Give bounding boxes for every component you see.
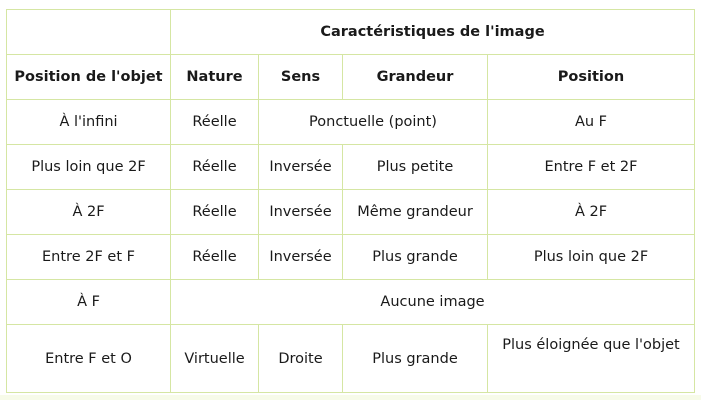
header-sens: Sens [259, 55, 343, 100]
object-position-cell: À F [7, 280, 171, 325]
header-row-group [7, 10, 695, 55]
position-cell: À 2F [488, 190, 695, 235]
grandeur-cell: Plus grande [343, 235, 488, 280]
sens-cell: Droite [259, 325, 343, 393]
position-cell: Plus éloignée que l'objet [488, 325, 695, 393]
optics-image-table [6, 9, 695, 393]
object-position-cell: À 2F [7, 190, 171, 235]
object-position-cell: Entre 2F et F [7, 235, 171, 280]
sens-cell: Inversée [259, 235, 343, 280]
sens-cell: Inversée [259, 190, 343, 235]
nature-cell: Virtuelle [171, 325, 259, 393]
table-row [7, 100, 695, 145]
table-row [7, 280, 695, 325]
object-position-cell: À l'infini [7, 100, 171, 145]
header-row-columns [7, 55, 695, 100]
table-row [7, 190, 695, 235]
position-cell: Plus loin que 2F [488, 235, 695, 280]
object-position-cell: Plus loin que 2F [7, 145, 171, 190]
header-object-position: Position de l'objet [7, 55, 171, 100]
table-row [7, 145, 695, 190]
position-cell: Au F [488, 100, 695, 145]
nature-cell: Réelle [171, 190, 259, 235]
table-row [7, 235, 695, 280]
grandeur-cell: Même grandeur [343, 190, 488, 235]
nature-cell: Réelle [171, 100, 259, 145]
position-cell: Entre F et 2F [488, 145, 695, 190]
table-row [7, 325, 695, 393]
object-position-cell: Entre F et O [7, 325, 171, 393]
sens-cell: Inversée [259, 145, 343, 190]
merged-sens-grandeur-cell: Ponctuelle (point) [259, 100, 488, 145]
bottom-strip [0, 395, 701, 400]
header-grandeur: Grandeur [343, 55, 488, 100]
grandeur-cell: Plus petite [343, 145, 488, 190]
grandeur-cell: Plus grande [343, 325, 488, 393]
header-empty-cell [7, 10, 171, 55]
nature-cell: Réelle [171, 145, 259, 190]
merged-image-cell: Aucune image [171, 280, 695, 325]
header-position: Position [488, 55, 695, 100]
nature-cell: Réelle [171, 235, 259, 280]
header-nature: Nature [171, 55, 259, 100]
image-characteristics-header: Caractéristiques de l'image [171, 10, 695, 55]
